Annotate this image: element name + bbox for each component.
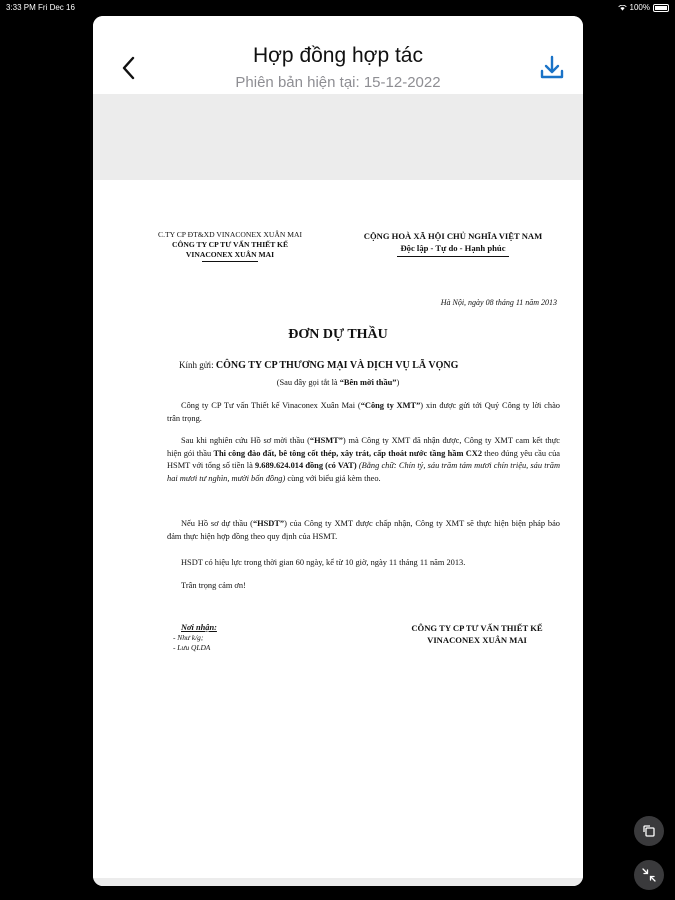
text-run-italic: (Bằng chữ: Chín tỷ, sáu trăm tám mươi chín triệu, sáu trăm hai mươi tư nghìn, mười bốn đồng)	[167, 461, 561, 483]
page-title: Hợp đồng hợp tác	[253, 44, 423, 67]
document-sheet	[93, 16, 583, 886]
text-run-bold: “HSDT”	[252, 519, 285, 528]
rotate-icon	[641, 823, 657, 839]
recipients-title: Nơi nhận:	[181, 623, 217, 632]
text-run: theo đúng yêu cầu của HSMT với tổng số tiền là	[167, 448, 560, 470]
download-button[interactable]	[539, 54, 565, 82]
download-icon	[539, 54, 565, 82]
header-right-line: CỘNG HOÀ XÃ HỘI CHỦ NGHĨA VIỆT NAM	[363, 231, 543, 241]
alias-bold: “Bên mời thầu”	[339, 378, 397, 387]
text-run-bold: Thi công đào đất, bê tông cốt thép, xây trát, cấp thoát nước tầng hầm CX2	[213, 448, 483, 458]
signature-line: VINACONEX XUÂN MAI	[427, 635, 527, 645]
recipient-line	[179, 360, 458, 371]
version-subtitle: Phiên bản hiện tại: 15-12-2022	[235, 74, 441, 91]
text-run: ) của Công ty XMT được chấp nhận, Công ty XMT sẽ thực hiện biện pháp bảo đảm thực hiện hợp đồng theo quy định của HSMT.	[167, 519, 560, 541]
paragraph	[167, 435, 560, 485]
header-left-line: C.TY CP ĐT&XD VINACONEX XUÂN MAI	[158, 230, 302, 239]
place-date: Hà Nội, ngày 08 tháng 11 năm 2013	[440, 298, 557, 307]
paragraph	[167, 400, 560, 425]
alias-suffix: )	[396, 378, 400, 387]
document-page[interactable]	[93, 180, 583, 878]
text-run: cùng với biểu giá kèm theo.	[285, 473, 381, 483]
divider	[397, 256, 509, 257]
text-run-bold: “Công ty XMT”	[360, 401, 421, 410]
battery-percent: 100%	[629, 3, 650, 12]
collapse-button[interactable]	[634, 860, 664, 890]
battery-icon	[653, 4, 669, 12]
signature-line: CÔNG TY CP TƯ VẤN THIẾT KẾ	[411, 623, 543, 633]
recipient-alias	[93, 378, 583, 387]
recipient-item: - Lưu QLDA	[173, 643, 211, 652]
text-run-bold: 9.689.624.014 đồng (có VAT)	[255, 461, 357, 470]
divider	[202, 261, 258, 262]
recipient-company: CÔNG TY CP THƯƠNG MẠI VÀ DỊCH VỤ LÃ VỌNG	[215, 360, 459, 371]
document-title: ĐƠN DỰ THẦU	[288, 327, 388, 342]
rotate-button[interactable]	[634, 816, 664, 846]
text-run: ) mà Công ty XMT đã nhận được, Công ty XMT cam kết thực hiện gói thầu	[167, 436, 560, 458]
text-run-bold: “HSMT”	[309, 436, 343, 445]
header-left-line: VINACONEX XUÂN MAI	[185, 250, 275, 259]
recipient-item: - Như k/g;	[173, 633, 204, 642]
signature-block	[383, 622, 571, 646]
alias-prefix: (Sau đây gọi tắt là	[276, 378, 340, 387]
text-run: ) xin được gửi tới Quý Công ty lời chào trân trọng.	[167, 401, 560, 423]
paragraph: Trân trọng cảm ơn!	[181, 581, 246, 590]
recipient-label: Kính gửi:	[179, 360, 216, 370]
header-right-line: Độc lập - Tự do - Hạnh phúc	[400, 243, 506, 253]
text-run: Sau khi nghiên cứu Hồ sơ mời thầu (	[181, 436, 310, 445]
collapse-icon	[641, 867, 657, 883]
document-bottom-margin	[93, 878, 583, 886]
status-right	[618, 3, 669, 12]
status-time: 3:33 PM Fri Dec 16	[6, 3, 75, 12]
status-bar	[0, 0, 675, 14]
paragraph: HSDT có hiệu lực trong thời gian 60 ngày, kể từ 10 giờ, ngày 11 tháng 11 năm 2013.	[181, 558, 466, 567]
text-run: Công ty CP Tư vấn Thiết kế Vinaconex Xuân Mai (	[181, 401, 361, 410]
text-run: Nếu Hồ sơ dự thầu (	[181, 519, 253, 528]
wifi-icon	[618, 5, 627, 11]
header-left-line: CÔNG TY CP TƯ VẤN THIẾT KẾ	[171, 240, 289, 249]
document-header-right	[341, 230, 565, 257]
document-top-margin	[93, 94, 583, 180]
paragraph	[167, 518, 560, 543]
document-header-left	[141, 230, 319, 262]
recipients-list	[173, 623, 217, 653]
sheet-header	[93, 16, 583, 94]
